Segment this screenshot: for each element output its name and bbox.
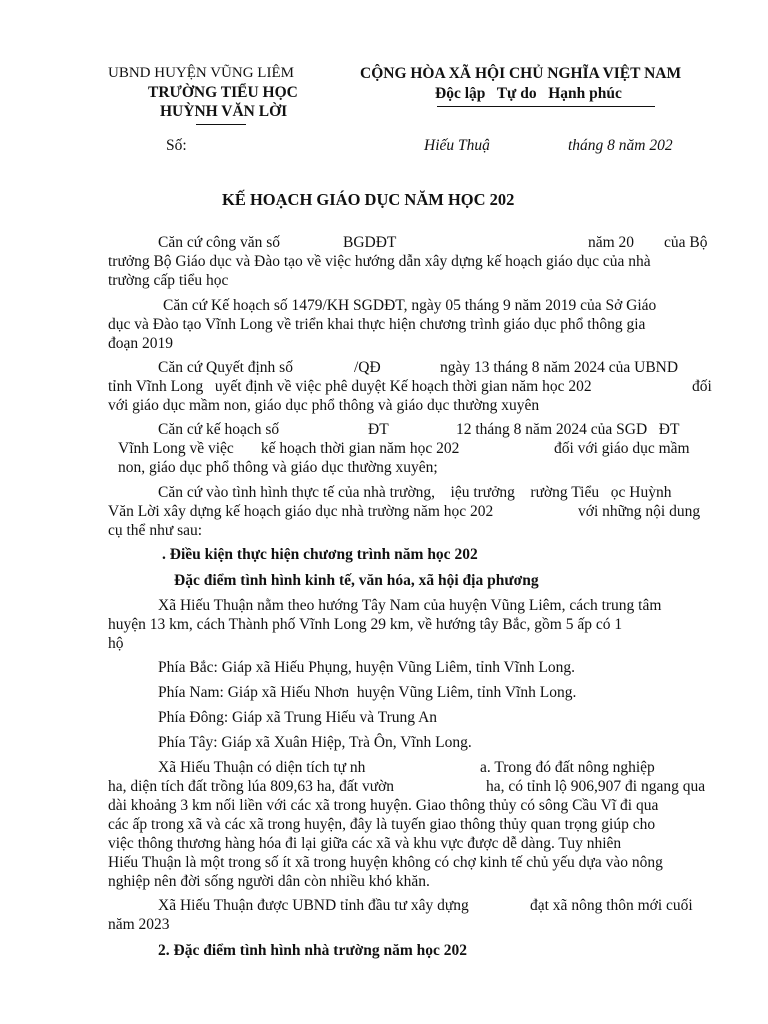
p1-line1-b: BGDĐT [343, 234, 397, 251]
q2-line7: nghiệp nên đời sống người dân còn nhiều khó khăn. [108, 873, 430, 890]
school-name: HUỲNH VĂN LỜI [160, 103, 288, 120]
q2-line6: Hiếu Thuận là một trong số ít xã trong huyện không có chợ kinh tế chủ yếu dựa vào nông [108, 854, 663, 871]
p4-line2-a: Vĩnh Long về việc kế hoạch thời gian năm học 202 [118, 440, 460, 457]
p4-line3: non, giáo dục phổ thông và giáo dục thường xuyên; [118, 459, 438, 476]
p2-line2: dục và Đào tạo Vĩnh Long về triển khai thực hiện chương trình giáo dục phổ thông gia [108, 316, 646, 333]
q1-line2: huyện 13 km, cách Thành phố Vĩnh Long 29 km, về hướng tây Bắc, gồm 5 ấp có 1 [108, 616, 623, 633]
p5-line2-b: với những nội dung [578, 503, 701, 520]
p3-line1-a: Căn cứ Quyết định số [158, 359, 293, 376]
q2-line3: dài khoảng 3 km nối liền với các xã trong huyện. Giao thông thủy có sông Cầu Vĩ đi qua [108, 797, 659, 814]
p3-line2-b: đối [692, 378, 712, 395]
p2-line3: đoạn 2019 [108, 335, 174, 352]
school-type: TRƯỜNG TIỂU HỌC [148, 84, 298, 101]
border-east: Phía Đông: Giáp xã Trung Hiếu và Trung An [158, 709, 438, 726]
q2-line1-a: Xã Hiếu Thuận có diện tích tự nh [158, 759, 366, 776]
document-place: Hiếu Thuậ [424, 137, 490, 154]
p1-line1-c: năm 20 [588, 234, 635, 251]
p4-line1-b: ĐT [368, 421, 389, 438]
subsection-1-heading: Đặc điểm tình hình kinh tế, văn hóa, xã hội địa phương [174, 572, 539, 589]
border-west: Phía Tây: Giáp xã Xuân Hiệp, Trà Ôn, Vĩnh Long. [158, 734, 472, 751]
q3-line1-b: đạt xã nông thôn mới cuối [530, 897, 693, 914]
document-title: KẾ HOẠCH GIÁO DỤC NĂM HỌC 202 [222, 190, 515, 209]
district-committee: UBND HUYỆN VŨNG LIÊM [108, 65, 294, 81]
q1-line1: Xã Hiếu Thuận nằm theo hướng Tây Nam của huyện Vũng Liêm, cách trung tâm [158, 597, 662, 614]
q3-line1-a: Xã Hiếu Thuận được UBND tỉnh đầu tư xây dựng [158, 897, 469, 914]
school-name-underline [196, 124, 246, 125]
document-date: tháng 8 năm 202 [568, 137, 673, 154]
motto-underline [437, 106, 655, 107]
border-south: Phía Nam: Giáp xã Hiếu Nhơn huyện Vũng Liêm, tỉnh Vĩnh Long. [158, 684, 577, 701]
q2-line5: việc thông thương hàng hóa đi lại giữa các xã và khu vực được dễ dàng. Tuy nhiên [108, 835, 622, 852]
nation-name: CỘNG HÒA XÃ HỘI CHỦ NGHĨA VIỆT NAM [360, 65, 682, 82]
nation-motto: Độc lập Tự do Hạnh phúc [435, 85, 622, 102]
q2-line4: các ấp trong xã và các xã trong huyện, đây là tuyến giao thông thủy quan trọng giúp cho [108, 816, 656, 833]
p4-line2-b: đối với giáo dục mầm [554, 440, 690, 457]
p1-line3: trường cấp tiểu học [108, 272, 229, 289]
p3-line1-c: ngày 13 tháng 8 năm 2024 của UBND [440, 359, 679, 376]
p3-line2-a: tỉnh Vĩnh Long uyết định về việc phê duyệt Kế hoạch thời gian năm học 202 [108, 378, 592, 395]
q2-line1-b: a. Trong đó đất nông nghiệp [480, 759, 655, 776]
p2-line1: Căn cứ Kế hoạch số 1479/KH SGDĐT, ngày 05 tháng 9 năm 2019 của Sở Giáo [163, 297, 657, 314]
p5-line1: Căn cứ vào tình hình thực tế của nhà trường, iệu trưởng rường Tiểu ọc Huỳnh [158, 484, 672, 501]
q1-line3: hộ [108, 635, 124, 652]
p3-line1-b: /QĐ [354, 359, 381, 376]
section-2-heading: 2. Đặc điểm tình hình nhà trường năm học 202 [158, 942, 467, 959]
p5-line3: cụ thể như sau: [108, 522, 203, 539]
border-north: Phía Bắc: Giáp xã Hiếu Phụng, huyện Vũng Liêm, tỉnh Vĩnh Long. [158, 659, 576, 676]
p1-line1-a: Căn cứ công văn số [158, 234, 281, 251]
document-number-label: Số: [166, 137, 187, 154]
q3-line2: năm 2023 [108, 916, 170, 933]
section-1-heading: . Điều kiện thực hiện chương trình năm học 202 [162, 546, 478, 563]
p4-line1-c: 12 tháng 8 năm 2024 của SGD ĐT [456, 421, 680, 438]
q2-line2-a: ha, diện tích đất trồng lúa 809,63 ha, đất vườn [108, 778, 395, 795]
p5-line2-a: Văn Lời xây dựng kế hoạch giáo dục nhà trường năm học 202 [108, 503, 494, 520]
p3-line3: với giáo dục mầm non, giáo dục phổ thông và giáo dục thường xuyên [108, 397, 540, 414]
p4-line1-a: Căn cứ kế hoạch số [158, 421, 280, 438]
p1-line1-d: của Bộ [664, 234, 708, 251]
q2-line2-b: ha, có tỉnh lộ 906,907 đi ngang qua [486, 778, 706, 795]
p1-line2: trưởng Bộ Giáo dục và Đào tạo về việc hướng dẫn xây dựng kế hoạch giáo dục của nhà [108, 253, 651, 270]
